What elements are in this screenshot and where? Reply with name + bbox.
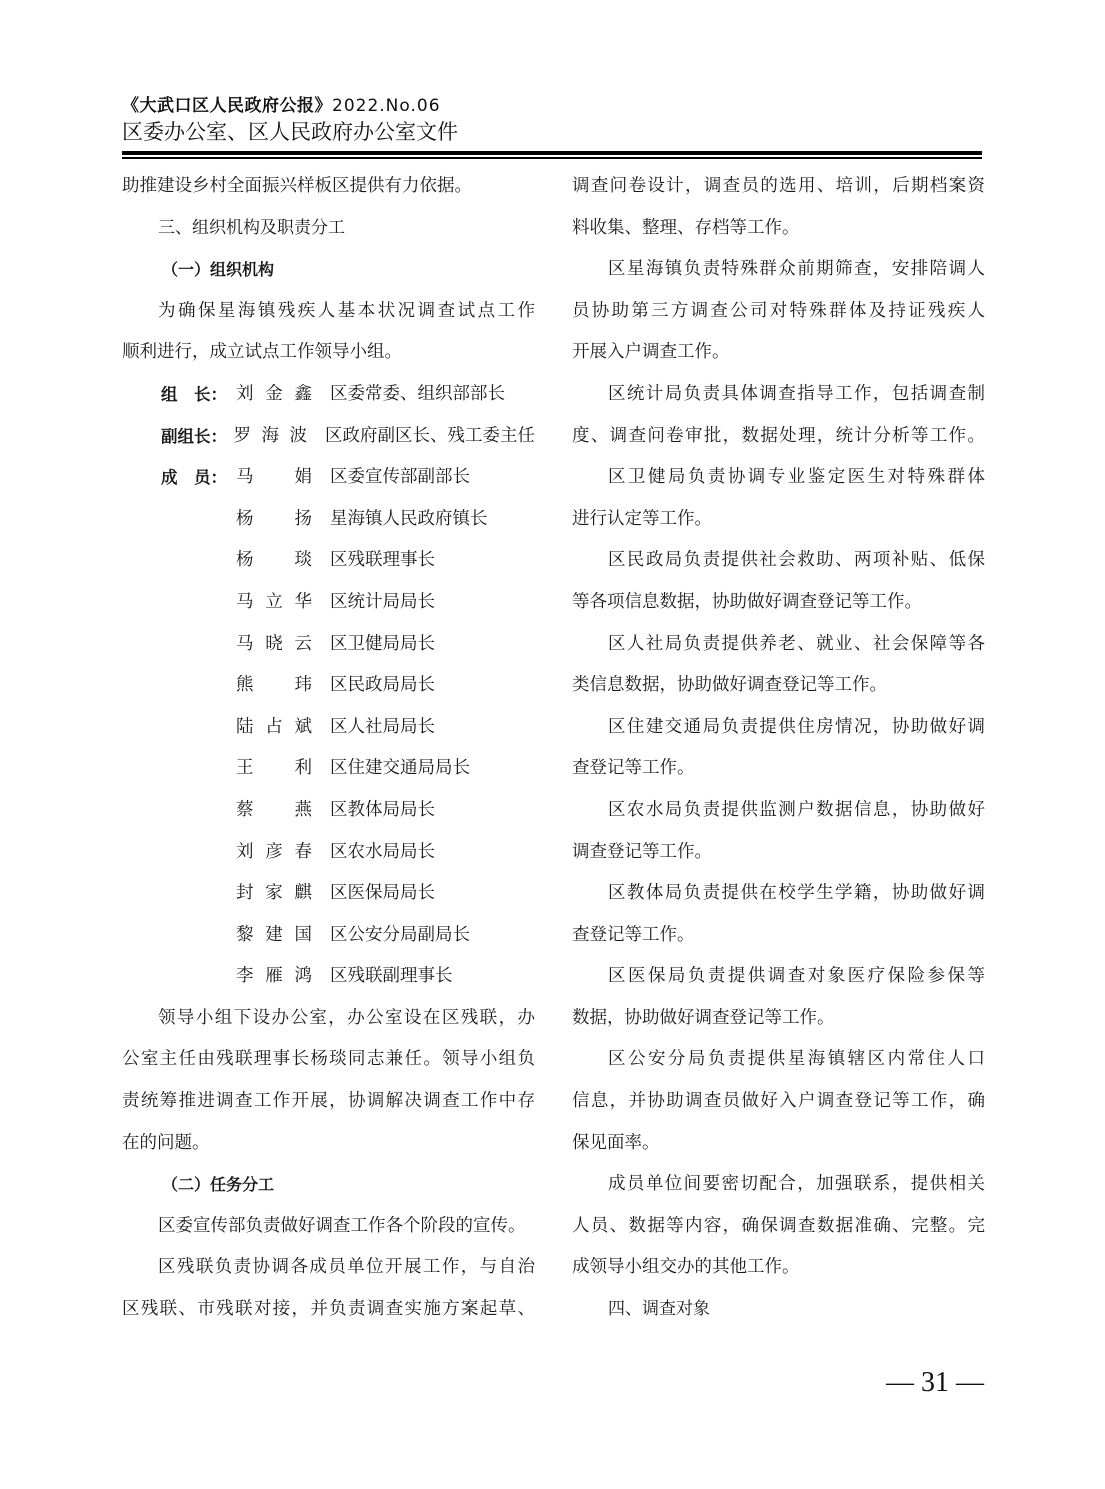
- leader-title: 区人社局局长: [330, 716, 435, 737]
- paragraph-line: 料收集、整理、存档等工作。: [572, 217, 800, 238]
- para1-line: 顺利进行，成立试点工作领导小组。: [122, 342, 402, 363]
- journal-title: [122, 96, 982, 116]
- leader-name: 熊 玮: [236, 675, 312, 696]
- leader-title: 区残联副理事长: [330, 966, 453, 987]
- paragraph-line: 区民政局负责提供社会救助、两项补贴、低保: [608, 550, 985, 571]
- leader-title: 区医保局局长: [330, 883, 435, 904]
- leader-title: 区教体局局长: [330, 799, 435, 820]
- paragraph-line: 区公安分局负责提供星海镇辖区内常住人口: [608, 1049, 985, 1070]
- page-header: [122, 96, 982, 145]
- page-number: — 31 —: [886, 1367, 984, 1398]
- paragraph-line: 数据，协助做好调查登记等工作。: [572, 1007, 835, 1028]
- leader-role: [161, 752, 236, 794]
- paragraph-line: 成员单位间要密切配合，加强联系，提供相关: [608, 1174, 985, 1195]
- paragraph-line: 区星海镇负责特殊群众前期筛查，安排陪调人: [608, 259, 985, 280]
- leader-title: 区民政局局长: [330, 675, 435, 696]
- leader-title: 区公安分局副局长: [330, 924, 470, 945]
- leader-title: 区委常委、组织部部长: [330, 383, 505, 404]
- leader-row: [122, 503, 535, 545]
- section3-heading: 三、组织机构及职责分工: [158, 217, 345, 238]
- leader-row: [122, 960, 535, 1002]
- leader-role: [161, 544, 236, 586]
- para2-line: 领导小组下设办公室，办公室设在区残联，办: [158, 1007, 535, 1028]
- leader-row: [122, 420, 535, 462]
- leader-name: 刘彦春: [236, 841, 312, 862]
- leader-title: 区政府副区长、残工委主任: [325, 425, 535, 446]
- issue-number: 2022.No.06: [332, 96, 441, 116]
- paragraph-line: 查登记等工作。: [572, 758, 695, 779]
- paragraph-line: 区医保局负责提供调查对象医疗保险参保等: [608, 966, 985, 987]
- leader-role: [161, 586, 236, 628]
- leader-role: [161, 794, 236, 836]
- header-rule-thin: [122, 157, 982, 159]
- leader-row: [122, 669, 535, 711]
- leader-name: 罗海波: [233, 425, 307, 446]
- header-rule-thick: [122, 151, 982, 155]
- leader-row: [122, 919, 535, 961]
- paragraph-line: 区卫健局负责协调专业鉴定医生对特殊群体: [608, 467, 985, 488]
- paragraph-line: 开展入户调查工作。: [572, 342, 730, 363]
- leader-row: [122, 794, 535, 836]
- leader-role: [161, 919, 236, 961]
- leader-row: [122, 461, 535, 503]
- leader-row: [122, 586, 535, 628]
- leader-title: 区委宣传部副部长: [330, 467, 470, 488]
- journal-name: 《大武口区人民政府公报》: [122, 96, 332, 116]
- paragraph-line: 员协助第三方调查公司对特殊群体及持证残疾人: [572, 300, 985, 321]
- para4-line: 区残联负责协调各成员单位开展工作，与自治: [158, 1257, 535, 1278]
- leader-title: 区农水局局长: [330, 841, 435, 862]
- leader-name: 杨 扬: [236, 508, 312, 529]
- paragraph-line: 查登记等工作。: [572, 924, 695, 945]
- paragraph-line: 区人社局负责提供养老、就业、社会保障等各: [608, 633, 985, 654]
- leader-name: 李雁鸿: [236, 966, 312, 987]
- leader-role: 成 员：: [161, 468, 227, 488]
- paragraph-line: 调查登记等工作。: [572, 841, 712, 862]
- leader-name: 蔡 燕: [236, 799, 312, 820]
- leader-name: 封家麒: [236, 883, 312, 904]
- paragraph-line: 保见面率。: [572, 1132, 660, 1153]
- leader-name: 马 娟: [236, 467, 312, 488]
- leader-name: 刘金鑫: [236, 383, 312, 404]
- leader-name: 陆占斌: [236, 716, 312, 737]
- intro-tail: 助推建设乡村全面振兴样板区提供有力依据。: [122, 176, 472, 196]
- leader-name: 黎建国: [236, 924, 312, 945]
- paragraph-line: 区教体局负责提供在校学生学籍，协助做好调: [608, 883, 985, 904]
- leader-row: [122, 836, 535, 878]
- leader-title: 区统计局局长: [330, 591, 435, 612]
- section-title: 区委办公室、区人民政府办公室文件: [122, 120, 458, 144]
- leader-role: [161, 836, 236, 878]
- leader-role: [161, 711, 236, 753]
- para3-line: 区委宣传部负责做好调查工作各个阶段的宣传。: [158, 1215, 526, 1236]
- paragraph-line: 进行认定等工作。: [572, 508, 712, 529]
- leader-role: 组 长：: [161, 384, 227, 404]
- leader-title: 区住建交通局局长: [330, 758, 470, 779]
- paragraph-line: 区住建交通局负责提供住房情况，协助做好调: [608, 716, 985, 737]
- right-column-text: [572, 170, 985, 1293]
- paragraph-line: 人员、数据等内容，确保调查数据准确、完整。完: [572, 1215, 985, 1236]
- leader-title: 区卫健局局长: [330, 633, 435, 654]
- para2-line: 公室主任由残联理事长杨琰同志兼任。领导小组负: [122, 1049, 535, 1070]
- paragraph-line: 调查问卷设计，调查员的选用、培训，后期档案资: [572, 176, 985, 196]
- para4-line: 区残联、市残联对接，并负责调查实施方案起草、: [122, 1299, 535, 1320]
- leader-title: 星海镇人民政府镇长: [330, 508, 488, 529]
- leader-name: 杨 琰: [236, 550, 312, 571]
- leader-role: [161, 503, 236, 545]
- para2-line: 在的问题。: [122, 1132, 210, 1153]
- sub2-heading: （二）任务分工: [162, 1175, 275, 1195]
- right-column: [572, 170, 985, 1335]
- sub1-heading: （一）组织机构: [162, 260, 275, 280]
- leader-name: 马晓云: [236, 633, 312, 654]
- leader-row: [122, 752, 535, 794]
- leader-role: [161, 669, 236, 711]
- section4-heading: 四、调查对象: [608, 1299, 710, 1320]
- paragraph-line: 类信息数据，协助做好调查登记等工作。: [572, 675, 887, 696]
- leader-role: 副组长：: [161, 426, 227, 446]
- para2-line: 责统筹推进调查工作开展，协调解决调查工作中存: [122, 1091, 535, 1112]
- left-column: [122, 170, 535, 1335]
- paragraph-line: 区统计局负责具体调查指导工作，包括调查制: [608, 383, 985, 404]
- paragraph-line: 度、调查问卷审批，数据处理，统计分析等工作。: [572, 425, 985, 446]
- leader-name: 王 利: [236, 758, 312, 779]
- leader-row: [122, 711, 535, 753]
- leader-name: 马立华: [236, 591, 312, 612]
- leader-row: [122, 628, 535, 670]
- leader-list: [122, 378, 535, 1002]
- paragraph-line: 成领导小组交办的其他工作。: [572, 1257, 800, 1278]
- leader-role: [161, 628, 236, 670]
- leader-role: [161, 960, 236, 1002]
- leader-row: [122, 378, 535, 420]
- leader-title: 区残联理事长: [330, 550, 435, 571]
- paragraph-line: 等各项信息数据，协助做好调查登记等工作。: [572, 591, 922, 612]
- para1-line: 为确保星海镇残疾人基本状况调查试点工作: [158, 300, 535, 321]
- leader-role: [161, 877, 236, 919]
- leader-row: [122, 544, 535, 586]
- paragraph-line: 区农水局负责提供监测户数据信息，协助做好: [608, 799, 985, 820]
- leader-row: [122, 877, 535, 919]
- paragraph-line: 信息，并协助调查员做好入户调查登记等工作，确: [572, 1091, 985, 1112]
